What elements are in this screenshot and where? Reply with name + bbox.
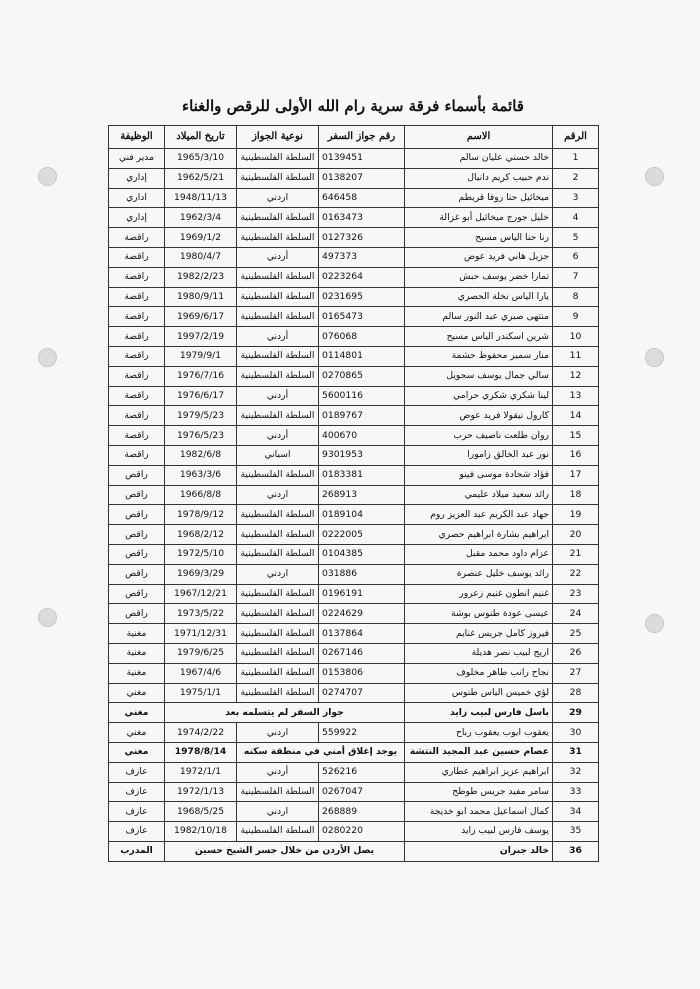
table-row — [109, 663, 599, 683]
passport-type: السلطة الفلسطينية — [237, 505, 319, 525]
passport-number: 0196191 — [319, 584, 405, 604]
passport-number: 0165473 — [319, 307, 405, 327]
member-name: يارا الياس نخلة الحصري — [405, 287, 553, 307]
passport-type: أردني — [237, 327, 319, 347]
row-number: 27 — [553, 663, 599, 683]
passport-type: اردني — [237, 485, 319, 505]
passport-type: السلطة الفلسطينية — [237, 544, 319, 564]
passport-number: 0222005 — [319, 525, 405, 545]
table-row — [109, 723, 599, 743]
member-name: خليل جورج ميخائيل أبو غزالة — [405, 208, 553, 228]
row-number: 17 — [553, 465, 599, 485]
birth-date: 1971/12/31 — [165, 624, 237, 644]
passport-number: 0270865 — [319, 366, 405, 386]
row-number: 34 — [553, 802, 599, 822]
row-number: 12 — [553, 366, 599, 386]
member-name: منار سمير محفوظ حشمة — [405, 346, 553, 366]
passport-number: 0104385 — [319, 544, 405, 564]
passport-number: 559922 — [319, 723, 405, 743]
birth-date: 1982/10/18 — [165, 822, 237, 842]
birth-date: 1979/9/1 — [165, 346, 237, 366]
member-name: سالي جمال يوسف سحويل — [405, 366, 553, 386]
job-title: اداري — [109, 188, 165, 208]
row-number: 15 — [553, 426, 599, 446]
table-row — [109, 822, 599, 842]
table-row — [109, 168, 599, 188]
punch-hole — [645, 167, 664, 186]
row-number: 32 — [553, 762, 599, 782]
row-number: 5 — [553, 228, 599, 248]
member-name: يوسف فارس لبيب زايد — [405, 822, 553, 842]
row-number: 26 — [553, 643, 599, 663]
row-number: 6 — [553, 247, 599, 267]
passport-type: السلطة الفلسطينية — [237, 604, 319, 624]
birth-date: 1979/5/23 — [165, 406, 237, 426]
passport-number: 0183381 — [319, 465, 405, 485]
birth-date: 1968/5/25 — [165, 802, 237, 822]
birth-date: 1965/3/10 — [165, 149, 237, 169]
table-row — [109, 366, 599, 386]
table-row — [109, 742, 599, 762]
row-number: 30 — [553, 723, 599, 743]
table-row — [109, 762, 599, 782]
job-title: راقصة — [109, 426, 165, 446]
member-name: ندم حبيب كريم دانيال — [405, 168, 553, 188]
table-row — [109, 584, 599, 604]
member-name: رائد سعيد ميلاد عليمي — [405, 485, 553, 505]
member-name: تمارا خضر يوسف حبش — [405, 267, 553, 287]
birth-date: 1978/8/14 — [165, 742, 237, 762]
row-number: 28 — [553, 683, 599, 703]
birth-date: 1968/2/12 — [165, 525, 237, 545]
job-title: راقص — [109, 584, 165, 604]
passport-type: اردني — [237, 802, 319, 822]
table-row — [109, 327, 599, 347]
birth-date: 1982/6/8 — [165, 445, 237, 465]
member-name: نجاح رانب طاهر مخلوف — [405, 663, 553, 683]
passport-number: 400670 — [319, 426, 405, 446]
birth-date: 1975/1/1 — [165, 683, 237, 703]
job-title: مدير فني — [109, 149, 165, 169]
birth-date: 1967/4/6 — [165, 663, 237, 683]
birth-date: 1966/8/8 — [165, 485, 237, 505]
passport-number: 0137864 — [319, 624, 405, 644]
job-title: مغني — [109, 742, 165, 762]
passport-number: 0189104 — [319, 505, 405, 525]
passport-type: السلطة الفلسطينية — [237, 465, 319, 485]
member-name: جهاد عبد الكريم عبد العزيز روم — [405, 505, 553, 525]
passport-type: السلطة الفلسطينية — [237, 149, 319, 169]
passport-number: 497373 — [319, 247, 405, 267]
row-number: 23 — [553, 584, 599, 604]
birth-date: 1962/5/21 — [165, 168, 237, 188]
punch-hole — [38, 608, 57, 627]
birth-date: 1969/3/29 — [165, 564, 237, 584]
passport-type: اسباني — [237, 445, 319, 465]
table-row — [109, 564, 599, 584]
row-number: 7 — [553, 267, 599, 287]
passport-type: السلطة الفلسطينية — [237, 267, 319, 287]
passport-type: أردني — [237, 426, 319, 446]
table-row — [109, 287, 599, 307]
passport-number: 9301953 — [319, 445, 405, 465]
table-row — [109, 307, 599, 327]
header-passport: رقم جواز السفر — [319, 126, 405, 149]
member-name: فؤاد شحادة موسى فينو — [405, 465, 553, 485]
job-title: راقص — [109, 465, 165, 485]
table-row — [109, 208, 599, 228]
row-note: يصل الأردن من خلال جسر الشيخ حسين — [165, 841, 405, 861]
table-row — [109, 426, 599, 446]
member-name: خالد حسني عليان سالم — [405, 149, 553, 169]
birth-date: 1980/9/11 — [165, 287, 237, 307]
passport-number: 0223264 — [319, 267, 405, 287]
birth-date: 1962/3/4 — [165, 208, 237, 228]
table-row — [109, 683, 599, 703]
member-name: باسل فارس لبيب زايد — [405, 703, 553, 723]
row-number: 21 — [553, 544, 599, 564]
page-title: قائمة بأسماء فرقة سرية رام الله الأولى للرقص والغناء — [182, 97, 524, 115]
row-number: 25 — [553, 624, 599, 644]
row-number: 11 — [553, 346, 599, 366]
job-title: راقص — [109, 485, 165, 505]
job-title: راقصة — [109, 406, 165, 426]
passport-type: السلطة الفلسطينية — [237, 663, 319, 683]
row-number: 29 — [553, 703, 599, 723]
passport-type: أردني — [237, 762, 319, 782]
member-name: خالد جبران — [405, 841, 553, 861]
punch-hole — [38, 348, 57, 367]
passport-type: السلطة الفلسطينية — [237, 643, 319, 663]
table-header-row — [109, 126, 599, 149]
passport-type: اردني — [237, 188, 319, 208]
job-title: راقصة — [109, 366, 165, 386]
job-title: راقصة — [109, 307, 165, 327]
job-title: مغنية — [109, 624, 165, 644]
birth-date: 1969/1/2 — [165, 228, 237, 248]
job-title: مغني — [109, 723, 165, 743]
passport-number: 268889 — [319, 802, 405, 822]
member-name: جزيل هاني فريد عوض — [405, 247, 553, 267]
birth-date: 1972/1/13 — [165, 782, 237, 802]
row-number: 19 — [553, 505, 599, 525]
job-title: راقصة — [109, 247, 165, 267]
member-name: عزام داود محمد مقبل — [405, 544, 553, 564]
passport-type: اردني — [237, 723, 319, 743]
passport-number: 0138207 — [319, 168, 405, 188]
passport-number: 076068 — [319, 327, 405, 347]
punch-hole — [645, 348, 664, 367]
job-title: عازف — [109, 762, 165, 782]
row-number: 18 — [553, 485, 599, 505]
job-title: راقصة — [109, 445, 165, 465]
row-number: 10 — [553, 327, 599, 347]
row-number: 1 — [553, 149, 599, 169]
member-name: منتهى صبري عبد النور سالم — [405, 307, 553, 327]
table-row — [109, 247, 599, 267]
job-title: راقصة — [109, 346, 165, 366]
birth-date: 1976/6/17 — [165, 386, 237, 406]
member-name: ابراهيم بشارة ابراهيم حصري — [405, 525, 553, 545]
table-row — [109, 841, 599, 861]
table-row — [109, 149, 599, 169]
passport-type: السلطة الفلسطينية — [237, 624, 319, 644]
header-birth-date: تاريخ الميلاد — [165, 126, 237, 149]
birth-date: 1976/5/23 — [165, 426, 237, 446]
birth-date: 1980/4/7 — [165, 247, 237, 267]
member-name: رائد يوسف خليل عنصرة — [405, 564, 553, 584]
passport-type: السلطة الفلسطينية — [237, 782, 319, 802]
passport-type: السلطة الفلسطينية — [237, 168, 319, 188]
member-name: يعقوب ايوب يعقوب رباح — [405, 723, 553, 743]
table-row — [109, 465, 599, 485]
member-name: كارول نيقولا فريد عوض — [405, 406, 553, 426]
passport-type: السلطة الفلسطينية — [237, 307, 319, 327]
member-name: ميخائيل حنا روفا قريطم — [405, 188, 553, 208]
job-title: راقص — [109, 525, 165, 545]
member-name: لينا شكري شكري حرامي — [405, 386, 553, 406]
table-row — [109, 802, 599, 822]
member-name: لؤي خميس الياس طنوس — [405, 683, 553, 703]
birth-date: 1948/11/13 — [165, 188, 237, 208]
job-title: عازف — [109, 802, 165, 822]
job-title: إداري — [109, 208, 165, 228]
member-name: غنيم انطون غنيم زعرور — [405, 584, 553, 604]
job-title: راقصة — [109, 386, 165, 406]
passport-type: السلطة الفلسطينية — [237, 228, 319, 248]
row-number: 36 — [553, 841, 599, 861]
passport-type: السلطة الفلسطينية — [237, 584, 319, 604]
birth-date: 1997/2/19 — [165, 327, 237, 347]
table-row — [109, 505, 599, 525]
passport-number: 0127326 — [319, 228, 405, 248]
member-name: سامر مفيد جريس طوطح — [405, 782, 553, 802]
passport-type: السلطة الفلسطينية — [237, 208, 319, 228]
passport-type: أردني — [237, 247, 319, 267]
job-title: إداري — [109, 168, 165, 188]
birth-date: 1978/9/12 — [165, 505, 237, 525]
table-row — [109, 228, 599, 248]
row-number: 13 — [553, 386, 599, 406]
row-number: 3 — [553, 188, 599, 208]
table-row — [109, 544, 599, 564]
passport-type: السلطة الفلسطينية — [237, 366, 319, 386]
punch-hole — [38, 167, 57, 186]
passport-type: اردني — [237, 564, 319, 584]
member-name: نور عبد الخالق زامورا — [405, 445, 553, 465]
row-number: 9 — [553, 307, 599, 327]
passport-number: 0231695 — [319, 287, 405, 307]
table-row — [109, 703, 599, 723]
birth-date: 1979/6/25 — [165, 643, 237, 663]
table-row — [109, 485, 599, 505]
row-note: جواز السفر لم يتسلمه بعد — [165, 703, 405, 723]
passport-type: السلطة الفلسطينية — [237, 346, 319, 366]
table-row — [109, 624, 599, 644]
passport-number: 646458 — [319, 188, 405, 208]
passport-type: السلطة الفلسطينية — [237, 287, 319, 307]
passport-type: السلطة الفلسطينية — [237, 683, 319, 703]
passport-number: 268913 — [319, 485, 405, 505]
passport-number: 0163473 — [319, 208, 405, 228]
passport-number: 0267146 — [319, 643, 405, 663]
passport-number: 5600116 — [319, 386, 405, 406]
job-title: راقص — [109, 544, 165, 564]
birth-date: 1967/12/21 — [165, 584, 237, 604]
birth-date: 1973/5/22 — [165, 604, 237, 624]
row-number: 33 — [553, 782, 599, 802]
passport-number: 031886 — [319, 564, 405, 584]
passport-number: 526216 — [319, 762, 405, 782]
member-name: ابراهيم عزيز ابراهيم عطاري — [405, 762, 553, 782]
table-row — [109, 643, 599, 663]
passport-number: 0274707 — [319, 683, 405, 703]
member-name: فيروز كامل جريس غنايم — [405, 624, 553, 644]
passport-type: أردني — [237, 386, 319, 406]
passport-number: 0267047 — [319, 782, 405, 802]
member-name: كمال اسماعيل محمد ابو خديجة — [405, 802, 553, 822]
passport-type: السلطة الفلسطينية — [237, 822, 319, 842]
row-number: 24 — [553, 604, 599, 624]
birth-date: 1974/2/22 — [165, 723, 237, 743]
header-num: الرقم — [553, 126, 599, 149]
birth-date: 1982/2/23 — [165, 267, 237, 287]
member-name: اريج لبيب نصر هديلة — [405, 643, 553, 663]
job-title: مغنية — [109, 663, 165, 683]
member-name: عيسى عودة طنوس بوشة — [405, 604, 553, 624]
job-title: عازف — [109, 782, 165, 802]
member-name: شرين اسكندر الياس مسيح — [405, 327, 553, 347]
birth-date: 1972/5/10 — [165, 544, 237, 564]
row-number: 8 — [553, 287, 599, 307]
job-title: راقص — [109, 564, 165, 584]
row-note: يوجد إغلاق أمني في منطقة سكنه — [237, 742, 405, 762]
member-name: عصام حسين عبد المجيد النتشة — [405, 742, 553, 762]
row-number: 35 — [553, 822, 599, 842]
table-row — [109, 525, 599, 545]
roster-table — [108, 125, 599, 862]
birth-date: 1963/3/6 — [165, 465, 237, 485]
job-title: مغنية — [109, 643, 165, 663]
job-title: راقصة — [109, 228, 165, 248]
job-title: راقصة — [109, 267, 165, 287]
passport-number: 0224629 — [319, 604, 405, 624]
table-row — [109, 188, 599, 208]
table-row — [109, 386, 599, 406]
row-number: 31 — [553, 742, 599, 762]
birth-date: 1969/6/17 — [165, 307, 237, 327]
passport-number: 0114801 — [319, 346, 405, 366]
job-title: مغني — [109, 683, 165, 703]
member-name: رنا حنا الياس مسيح — [405, 228, 553, 248]
member-name: روان طلعت ناصيف حرب — [405, 426, 553, 446]
row-number: 16 — [553, 445, 599, 465]
table-row — [109, 267, 599, 287]
passport-number: 0153806 — [319, 663, 405, 683]
table-row — [109, 346, 599, 366]
row-number: 14 — [553, 406, 599, 426]
job-title: مغني — [109, 703, 165, 723]
passport-number: 0189767 — [319, 406, 405, 426]
passport-type: السلطة الفلسطينية — [237, 525, 319, 545]
header-passport-type: نوعية الجواز — [237, 126, 319, 149]
row-number: 22 — [553, 564, 599, 584]
job-title: راقص — [109, 505, 165, 525]
job-title: راقص — [109, 604, 165, 624]
passport-type: السلطة الفلسطينية — [237, 406, 319, 426]
row-number: 2 — [553, 168, 599, 188]
passport-number: 0280220 — [319, 822, 405, 842]
row-number: 4 — [553, 208, 599, 228]
job-title: عازف — [109, 822, 165, 842]
header-job: الوظيفة — [109, 126, 165, 149]
table-row — [109, 782, 599, 802]
job-title: المدرب — [109, 841, 165, 861]
table-row — [109, 445, 599, 465]
row-number: 20 — [553, 525, 599, 545]
table-row — [109, 406, 599, 426]
punch-hole — [645, 614, 664, 633]
table-row — [109, 604, 599, 624]
birth-date: 1972/1/1 — [165, 762, 237, 782]
job-title: راقصة — [109, 287, 165, 307]
passport-number: 0139451 — [319, 149, 405, 169]
header-name: الاسم — [405, 126, 553, 149]
birth-date: 1976/7/16 — [165, 366, 237, 386]
job-title: راقصة — [109, 327, 165, 347]
